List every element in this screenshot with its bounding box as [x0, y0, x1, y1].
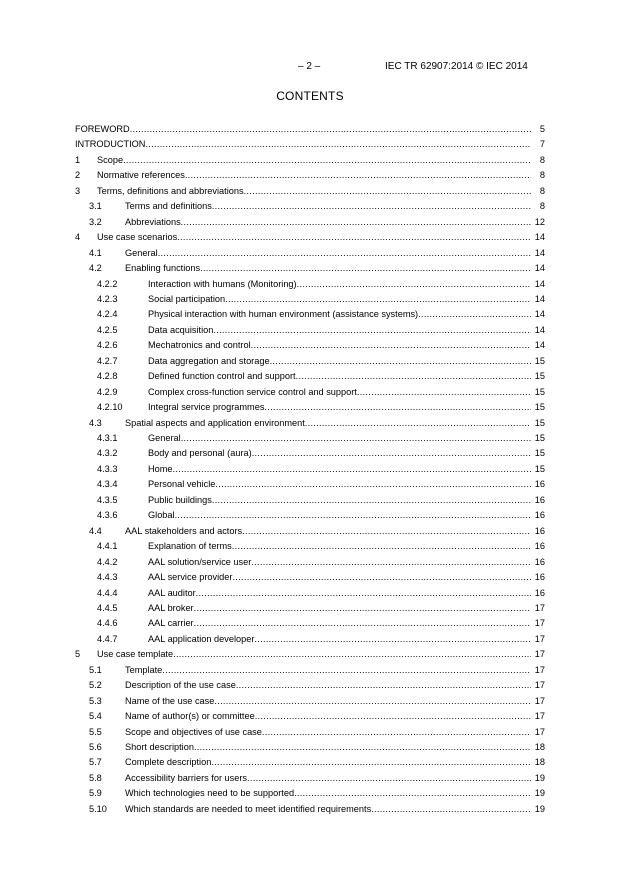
toc-entry-page: 16 [534, 556, 545, 567]
toc-entry-page: 15 [534, 463, 545, 474]
toc-entry-number: 5.10 [89, 803, 107, 814]
toc-entry-leader [97, 647, 531, 661]
toc-entry[interactable] [0, 246, 620, 260]
toc-entry-title: Template [125, 664, 163, 675]
toc-entry-leader [125, 694, 531, 708]
toc-entry-page: 5 [539, 124, 545, 134]
toc-entry-number: 3.1 [89, 201, 102, 212]
toc-entry-number: 4.2.4 [97, 309, 118, 320]
toc-entry-leader [148, 446, 531, 460]
toc-entry-number: 4.4.2 [97, 556, 118, 567]
dot-leader [294, 786, 531, 800]
toc-entry[interactable] [0, 184, 620, 198]
toc-entry[interactable] [0, 555, 620, 569]
toc-entry-title: FOREWORD [75, 124, 130, 134]
toc-entry-page: 14 [534, 278, 545, 289]
toc-entry-title: Normative references [97, 170, 185, 181]
toc-entry[interactable] [0, 663, 620, 677]
toc-entry-page: 17 [534, 649, 545, 660]
dot-leader [297, 277, 531, 291]
toc-entry-leader [125, 246, 531, 260]
toc-entry-page: 16 [534, 494, 545, 505]
dot-leader [225, 292, 531, 306]
toc-entry-title: Body and personal (aura) [148, 448, 252, 459]
toc-entry-title: AAL auditor [148, 587, 196, 598]
toc-entry-page: 16 [534, 525, 545, 536]
toc-entry-title: Terms, definitions and abbreviations [97, 185, 244, 196]
toc-entry-number: 5.6 [89, 742, 102, 752]
toc-entry-number: 5.5 [89, 726, 102, 737]
toc-entry-number: 4.3.6 [97, 510, 118, 521]
toc-entry[interactable] [0, 616, 620, 630]
toc-entry-title: Data acquisition [148, 324, 214, 335]
toc-entry[interactable] [0, 292, 620, 306]
toc-entry-leader [148, 616, 531, 630]
toc-entry[interactable] [0, 802, 620, 816]
toc-entry-title: Personal vehicle [148, 479, 216, 490]
toc-entry-leader [125, 524, 531, 538]
dot-leader [212, 199, 531, 213]
toc-entry-title: Abbreviations [125, 216, 181, 227]
dot-leader [181, 431, 531, 445]
toc-entry-page: 15 [534, 402, 545, 413]
toc-entry-title: AAL application developer [148, 633, 255, 644]
toc-entry-title: AAL broker [148, 602, 194, 613]
dot-leader [213, 323, 531, 337]
toc-entry[interactable] [0, 570, 620, 584]
toc-entry-title: General [148, 433, 181, 443]
toc-entry-leader [148, 431, 531, 445]
toc-entry-number: 4.3.2 [97, 448, 118, 459]
toc-entry-number: 4.2.2 [97, 278, 118, 289]
toc-entry-page: 14 [534, 247, 545, 258]
toc-entry-leader [125, 416, 531, 430]
toc-entry-page: 12 [534, 216, 545, 227]
toc-entry-number: 4.3.5 [97, 494, 118, 505]
toc-entry-page: 15 [534, 448, 545, 459]
dot-leader [177, 230, 531, 244]
toc-entry-page: 16 [534, 510, 545, 521]
toc-entry[interactable] [0, 446, 620, 460]
toc-entry-page: 8 [539, 170, 545, 181]
toc-entry-page: 17 [534, 633, 545, 644]
toc-entry-leader [125, 786, 531, 800]
toc-entry[interactable] [0, 755, 620, 769]
toc-entry-number: 5.2 [89, 680, 102, 691]
dot-leader [296, 369, 531, 383]
toc-entry-leader [97, 168, 531, 182]
dot-leader [242, 524, 531, 538]
dot-leader [418, 307, 531, 321]
toc-entry-leader [75, 122, 531, 136]
toc-entry-leader [148, 323, 531, 337]
toc-entry-leader [75, 137, 531, 151]
toc-entry-number: 4.4.4 [97, 587, 118, 598]
dot-leader [211, 755, 531, 769]
toc-entry-number: 4.2.5 [97, 324, 118, 335]
dot-leader [357, 385, 531, 399]
toc-entry-leader [148, 400, 531, 414]
toc-entry-number: 4.3.3 [97, 463, 118, 474]
toc-entry-leader [97, 153, 531, 167]
toc-entry[interactable] [0, 153, 620, 167]
toc-entry-number: 5.7 [89, 757, 102, 768]
dot-leader [236, 678, 531, 692]
toc-entry-number: 1 [75, 154, 81, 165]
toc-entry-number: 5.3 [89, 695, 102, 706]
toc-entry-number: 4.2.8 [97, 371, 118, 382]
toc-entry-page: 18 [534, 757, 545, 768]
toc-entry[interactable] [0, 493, 620, 507]
toc-entry-leader [125, 215, 531, 229]
toc-entry[interactable] [0, 199, 620, 213]
toc-entry[interactable] [0, 477, 620, 491]
toc-entry-page: 15 [534, 355, 545, 366]
dot-leader [215, 477, 531, 491]
toc-entry-leader [148, 477, 531, 491]
dot-leader [212, 493, 531, 507]
toc-entry-title: Complex cross-function service control and support [148, 386, 357, 397]
dot-leader [194, 601, 531, 615]
toc-entry-leader [148, 555, 531, 569]
toc-entry[interactable] [0, 400, 620, 414]
toc-entry-number: 4.2.3 [97, 293, 118, 304]
toc-entry-number: 4.4.3 [97, 572, 118, 583]
toc-entry-number: 4.4.7 [97, 633, 118, 644]
toc-entry-page: 15 [534, 371, 545, 382]
toc-entry-page: 17 [534, 726, 545, 737]
toc-entry[interactable] [0, 601, 620, 615]
toc-entry-page: 14 [534, 324, 545, 335]
toc-entry-leader [125, 261, 531, 275]
toc-entry[interactable] [0, 369, 620, 383]
toc-entry-page: 17 [534, 695, 545, 706]
toc-entry-leader [125, 725, 531, 739]
toc-entry[interactable] [0, 786, 620, 800]
toc-entry-page: 19 [534, 803, 545, 814]
toc-entry-title: Home [148, 463, 173, 474]
toc-entry-leader [148, 632, 531, 646]
dot-leader [247, 771, 531, 785]
toc-entry[interactable] [0, 137, 620, 151]
toc-entry[interactable] [0, 586, 620, 600]
toc-entry-number: 4 [75, 232, 81, 243]
toc-entry-number: 4.2.7 [97, 355, 118, 366]
toc-entry-page: 14 [534, 309, 545, 320]
toc-entry[interactable] [0, 709, 620, 723]
toc-entry-title: Integral service programmes [148, 402, 265, 413]
toc-entry-title: Name of the use case [125, 695, 215, 706]
toc-entry[interactable] [0, 678, 620, 692]
toc-entry-page: 14 [534, 232, 545, 243]
dot-leader [264, 400, 531, 414]
toc-entry-leader [125, 740, 531, 754]
toc-entry-page: 14 [534, 263, 545, 274]
dot-leader [251, 555, 531, 569]
toc-entry-title: Scope [97, 154, 124, 165]
toc-entry-page: 16 [534, 479, 545, 490]
toc-entry[interactable] [0, 354, 620, 368]
toc-entry-page: 19 [534, 772, 545, 783]
dot-leader [162, 663, 531, 677]
toc-entry-page: 7 [539, 139, 545, 150]
toc-entry-page: 16 [534, 572, 545, 583]
toc-entry-page: 17 [534, 711, 545, 722]
toc-entry-title: Global [148, 510, 175, 521]
dot-leader [232, 539, 531, 553]
toc-entry-number: 4.3.4 [97, 479, 118, 490]
toc-entry-title: Terms and definitions [125, 201, 212, 212]
toc-entry-page: 17 [534, 680, 545, 691]
toc-entry-number: 4.2.9 [97, 386, 118, 397]
toc-entry[interactable] [0, 524, 620, 538]
toc-entry-leader [148, 601, 531, 615]
toc-entry-title: AAL stakeholders and actors [125, 525, 243, 536]
page-number: – 2 – [298, 61, 321, 72]
toc-entry-leader [148, 462, 531, 476]
toc-entry-leader [125, 709, 531, 723]
toc-entry[interactable] [0, 771, 620, 785]
toc-entry-leader [125, 802, 531, 816]
toc-entry[interactable] [0, 215, 620, 229]
toc-entry-number: 4.4.6 [97, 618, 118, 629]
dot-leader [173, 647, 531, 661]
toc-entry-leader [148, 539, 531, 553]
toc-entry-number: 4.2 [89, 263, 102, 274]
toc-entry-title: Mechatronics and control [148, 340, 251, 351]
toc-entry[interactable] [0, 632, 620, 646]
toc-entry-title: Name of author(s) or committee [125, 711, 255, 722]
table-of-contents [0, 122, 620, 822]
dot-leader [262, 725, 531, 739]
toc-entry-title: Use case scenarios [97, 232, 178, 243]
dot-leader [194, 616, 531, 630]
toc-entry-title: AAL carrier [148, 618, 194, 629]
toc-entry-title: Physical interaction with human environment (assistance systems) [148, 309, 419, 320]
dot-leader [185, 168, 531, 182]
toc-entry-page: 14 [534, 340, 545, 351]
toc-entry[interactable] [0, 168, 620, 182]
toc-entry-leader [148, 354, 531, 368]
dot-leader [251, 338, 531, 352]
toc-entry[interactable] [0, 230, 620, 244]
toc-entry-leader [148, 508, 531, 522]
toc-entry-page: 19 [534, 788, 545, 799]
dot-leader [130, 122, 531, 136]
toc-entry-number: 4.3 [89, 417, 102, 428]
dot-leader [158, 246, 531, 260]
toc-entry-number: 3.2 [89, 216, 102, 227]
toc-entry-leader [148, 292, 531, 306]
toc-entry-number: 4.2.10 [97, 402, 123, 413]
toc-entry-title: Social participation [148, 293, 226, 304]
toc-entry-page: 8 [539, 201, 545, 212]
toc-entry[interactable] [0, 725, 620, 739]
toc-entry-title: Interaction with humans (Monitoring) [148, 278, 297, 289]
toc-entry-page: 14 [534, 293, 545, 304]
toc-entry[interactable] [0, 431, 620, 445]
toc-entry[interactable] [0, 647, 620, 661]
toc-entry-title: Spatial aspects and application environment [125, 417, 305, 428]
dot-leader [371, 802, 531, 816]
toc-entry-page: 15 [534, 417, 545, 428]
toc-entry-leader [148, 570, 531, 584]
dot-leader [214, 694, 531, 708]
toc-entry-number: 4.4.1 [97, 541, 118, 552]
dot-leader [200, 261, 531, 275]
toc-entry-leader [148, 338, 531, 352]
document-id: IEC TR 62907:2014 © IEC 2014 [385, 61, 528, 72]
toc-entry-number: 2 [75, 170, 81, 181]
toc-entry-number: 5.1 [89, 664, 102, 675]
toc-entry-page: 15 [534, 433, 545, 443]
toc-entry[interactable] [0, 277, 620, 291]
toc-entry[interactable] [0, 307, 620, 321]
toc-entry-title: Data aggregation and storage [148, 355, 270, 366]
toc-entry-title: General [125, 247, 158, 258]
dot-leader [232, 570, 531, 584]
dot-leader [254, 632, 531, 646]
toc-entry[interactable] [0, 462, 620, 476]
toc-entry-title: Defined function control and support [148, 371, 296, 382]
toc-entry-number: 5 [75, 649, 81, 660]
toc-entry-title: Scope and objectives of use case [125, 726, 262, 737]
toc-entry-number: 5.9 [89, 788, 102, 799]
toc-entry[interactable] [0, 539, 620, 553]
toc-entry-page: 8 [539, 185, 545, 196]
toc-entry-title: Enabling functions [125, 263, 201, 274]
toc-entry-page: 17 [534, 664, 545, 675]
toc-entry-number: 3 [75, 185, 81, 196]
toc-entry-title: AAL service provider [148, 572, 233, 583]
toc-entry-title: Short description [125, 742, 194, 752]
toc-entry-leader [125, 663, 531, 677]
dot-leader [252, 446, 531, 460]
toc-entry-title: Description of the use case [125, 680, 236, 691]
toc-entry[interactable] [0, 323, 620, 337]
toc-entry-number: 5.8 [89, 772, 102, 783]
toc-entry-leader [148, 307, 531, 321]
toc-entry-leader [97, 230, 531, 244]
toc-entry-page: 15 [534, 386, 545, 397]
toc-entry-title: Which standards are needed to meet identified requirements [125, 803, 372, 814]
toc-entry-title: Complete description [125, 757, 212, 768]
toc-entry-number: 5.4 [89, 711, 102, 722]
toc-entry[interactable] [0, 694, 620, 708]
dot-leader [244, 184, 531, 198]
toc-entry[interactable] [0, 385, 620, 399]
toc-entry[interactable] [0, 261, 620, 275]
toc-entry[interactable] [0, 416, 620, 430]
toc-entry-page: 16 [534, 541, 545, 552]
toc-entry[interactable] [0, 338, 620, 352]
toc-entry-number: 4.1 [89, 247, 102, 258]
dot-leader [123, 153, 531, 167]
toc-entry-page: 18 [534, 742, 545, 752]
toc-entry-title: Explanation of terms [148, 541, 232, 552]
toc-entry-leader [148, 385, 531, 399]
dot-leader [305, 416, 531, 430]
toc-entry-leader [125, 199, 531, 213]
toc-entry[interactable] [0, 740, 620, 754]
dot-leader [181, 215, 531, 229]
toc-entry-leader [148, 369, 531, 383]
toc-entry-leader [125, 771, 531, 785]
toc-entry-number: 4.2.6 [97, 340, 118, 351]
toc-entry-number: 4.4.5 [97, 602, 118, 613]
dot-leader [175, 508, 531, 522]
toc-entry-leader [97, 184, 531, 198]
toc-entry-page: 17 [534, 602, 545, 613]
toc-entry-leader [148, 277, 531, 291]
toc-entry-title: AAL solution/service user [148, 556, 252, 567]
toc-entry-leader [148, 586, 531, 600]
dot-leader [173, 462, 531, 476]
contents-title: CONTENTS [276, 89, 344, 103]
toc-entry[interactable] [0, 122, 620, 136]
toc-entry-title: INTRODUCTION [75, 139, 146, 150]
toc-entry-leader [125, 678, 531, 692]
toc-entry-number: 4.3.1 [97, 433, 118, 443]
toc-entry-title: Which technologies need to be supported [125, 788, 295, 799]
dot-leader [194, 740, 531, 754]
toc-entry-number: 4.4 [89, 525, 102, 536]
toc-entry-leader [125, 755, 531, 769]
toc-entry-page: 17 [534, 618, 545, 629]
toc-entry-page: 8 [539, 154, 545, 165]
dot-leader [145, 137, 531, 151]
toc-entry-leader [148, 493, 531, 507]
dot-leader [255, 709, 531, 723]
dot-leader [270, 354, 531, 368]
toc-entry-title: Use case template [97, 649, 174, 660]
toc-entry-title: Accessibility barriers for users [125, 772, 248, 783]
toc-entry[interactable] [0, 508, 620, 522]
dot-leader [196, 586, 531, 600]
toc-entry-title: Public buildings [148, 494, 212, 505]
toc-entry-page: 16 [534, 587, 545, 598]
